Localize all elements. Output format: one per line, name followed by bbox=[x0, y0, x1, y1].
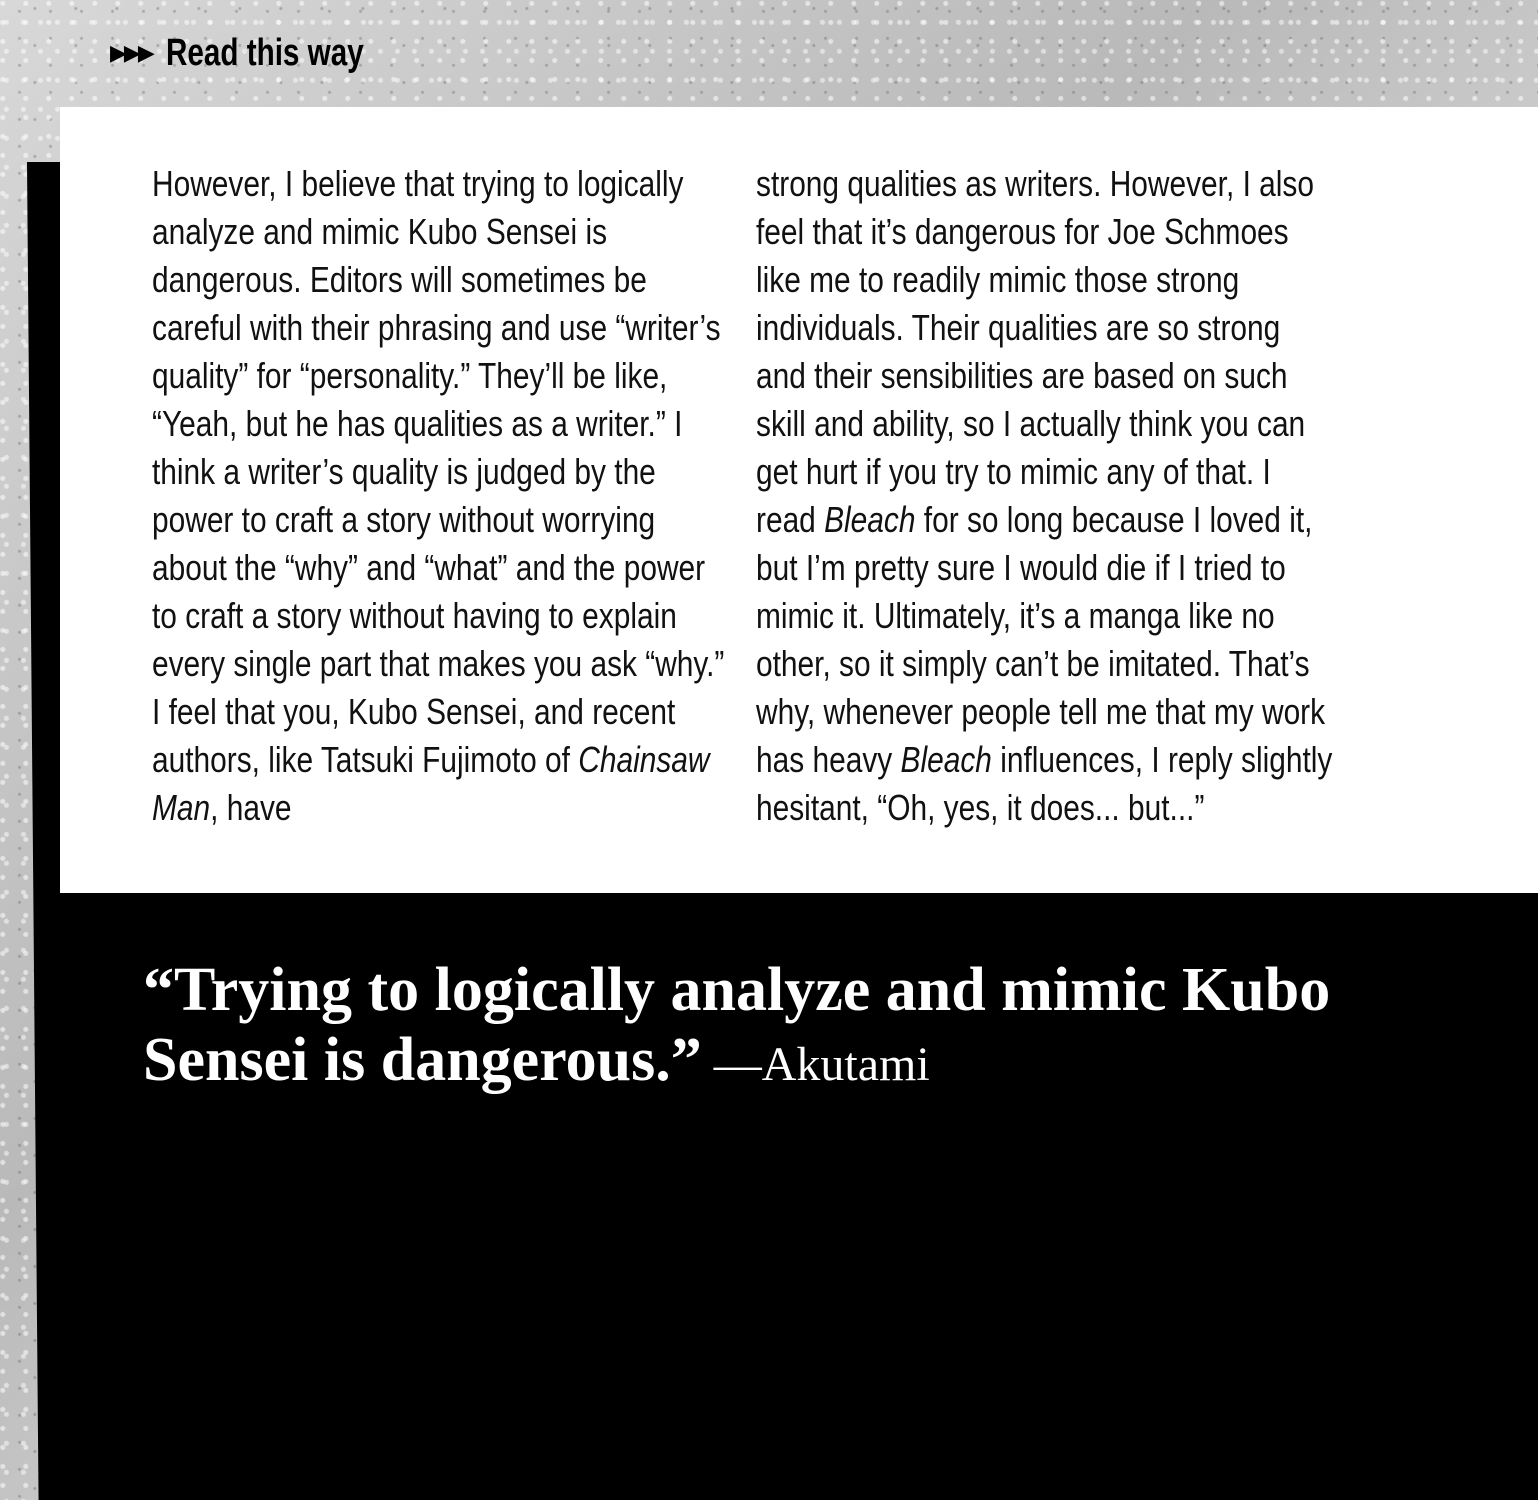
left-text-part-1: However, I believe that trying to logically analyze and mimic Kubo Sensei is dangerous. Editors will sometimes be careful with their phrasing and use “writer’s quality” for “personality.” They’ll be like, “Yeah, but he has qualities as a writer.” I think a writer’s quality is judged by the power to craft a story without worrying about the “why” and “what” and the power to craft a story without having to explain every single part that makes you ask “why.” I feel that you, Kubo Sensei, and recent authors, like Tatsuki Fujimoto of bbox=[152, 163, 725, 780]
pull-quote-attribution: —Akutami bbox=[701, 1038, 930, 1091]
article-column-right bbox=[756, 160, 1336, 832]
right-text-part-1: strong qualities as writers. However, I also feel that it’s dangerous for Joe Schmoes like me to readily mimic those strong individuals. Their qualities are so strong and their sensibilities are based on such skill and ability, so I actually think you can get hurt if you try to mimic any of that. I read bbox=[756, 163, 1314, 540]
right-text-part-2: for so long because I loved it, but I’m pretty sure I would die if I tried to mimic it. Ultimately, it’s a manga like no other, so it simply can’t be imitated. That’s why, whenever people tell me that my work has heavy bbox=[756, 499, 1326, 780]
article-text-left bbox=[152, 160, 733, 832]
right-italic-title-2: Bleach bbox=[900, 739, 992, 780]
pull-quote bbox=[143, 955, 1343, 1100]
right-text-part-3: influences, I reply slightly hesitant, “Oh, yes, it does... but...” bbox=[756, 739, 1333, 828]
article-text-right bbox=[756, 160, 1337, 832]
left-edge-bar bbox=[27, 162, 60, 1500]
article-column-left bbox=[152, 160, 732, 832]
right-italic-title-1: Bleach bbox=[824, 499, 916, 540]
left-text-part-2: , have bbox=[210, 787, 292, 828]
read-direction-header bbox=[110, 32, 419, 75]
triple-arrow-icon: ▶▶▶ bbox=[110, 41, 152, 66]
read-direction-label: Read this way bbox=[165, 32, 364, 74]
left-italic-title: Chainsaw Man bbox=[152, 739, 710, 828]
pull-quote-text: “Trying to logically analyze and mimic Kubo Sensei is dangerous.” bbox=[143, 956, 1331, 1094]
